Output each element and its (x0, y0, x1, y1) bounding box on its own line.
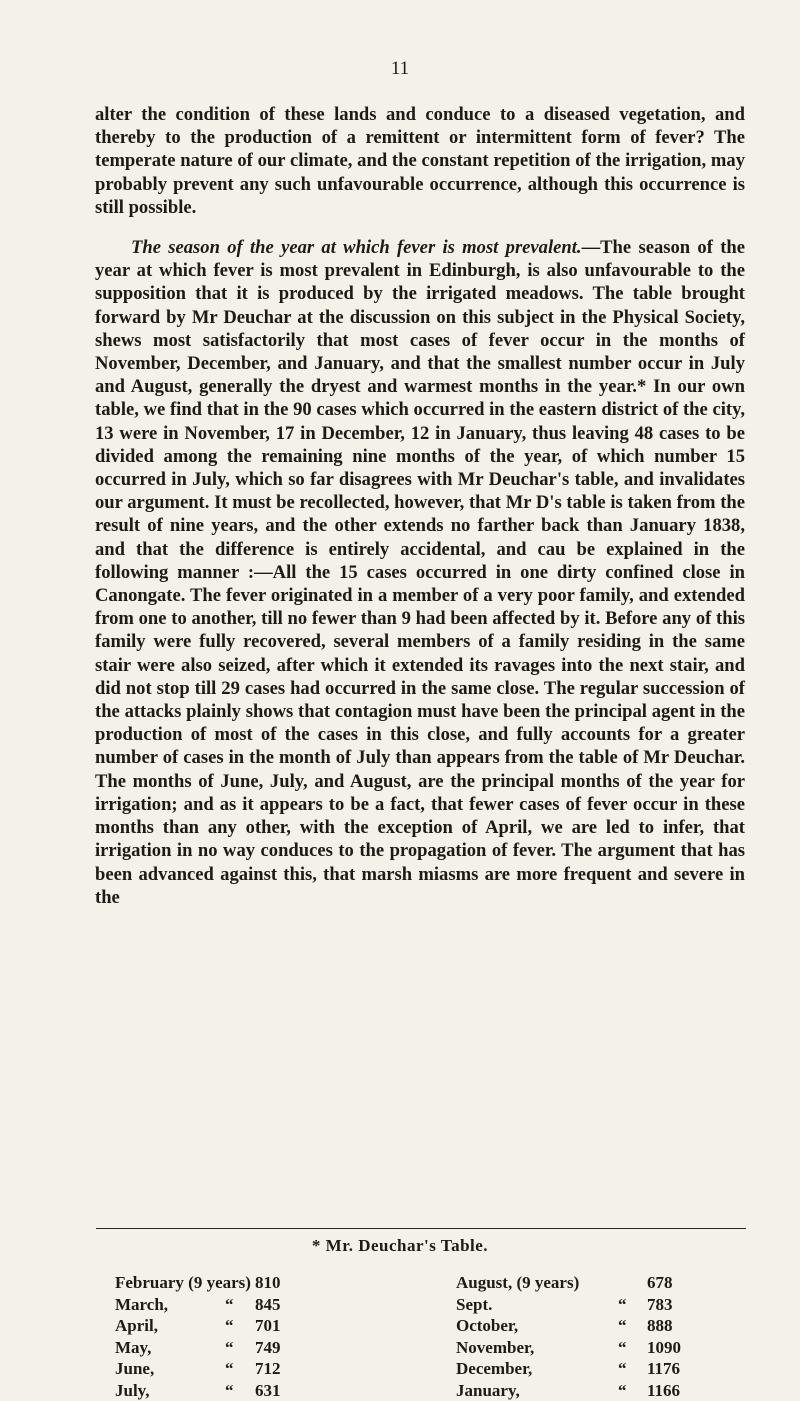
footnote-table-left-column (115, 1272, 415, 1401)
case-count: 749 (255, 1337, 281, 1359)
month-label: October, (456, 1315, 518, 1337)
ditto-mark: “ (618, 1337, 627, 1359)
footnote-table-right-column (456, 1272, 756, 1401)
footnote-title: * Mr. Deuchar's Table. (0, 1236, 800, 1256)
ditto-mark: “ (225, 1315, 234, 1337)
case-count: 631 (255, 1380, 281, 1401)
footnote-divider (96, 1228, 746, 1229)
ditto-mark: “ (225, 1294, 234, 1316)
ditto-mark: “ (225, 1337, 234, 1359)
body-text (95, 103, 745, 909)
month-label: Sept. (456, 1294, 492, 1316)
case-count: 783 (647, 1294, 673, 1316)
month-label: March, (115, 1294, 168, 1316)
month-label: July, (115, 1380, 150, 1401)
paragraph-2 (95, 236, 745, 909)
case-count: 712 (255, 1358, 281, 1380)
ditto-mark: “ (618, 1358, 627, 1380)
case-count: 845 (255, 1294, 281, 1316)
paragraph-2-body: —The season of the year at which fever is most prevalent in Edinburgh, is also unfavourable to the supposition that it is produced by the irrigated meadows. The table brought forward by Mr Deuchar at the discussion on this subject in the Physical Society, shews most satisfactorily that most cases of fever occur in the months of November, December, and January, and that the smallest number occur in July and August, generally the dryest and warmest months in the year.* In our own table, we find that in the 90 cases which occurred in the eastern district of the city, 13 were in November, 17 in December, 12 in January, thus leaving 48 cases to be divided among the remaining nine months of the year, of which number 15 occurred in July, which so far disagrees with Mr Deuchar's table, and invalidates our argument. It must be recollected, however, that Mr D's table is taken from the result of nine years, and the other extends no farther back than January 1838, and that the difference is entirely accidental, and cau be explained in the following manner :—All the 15 cases occurred in one dirty confined close in Canongate. The fever originated in a member of a very poor family, and extended from one to another, till no fewer than 9 had been affected by it. Before any of this family were fully recovered, several members of a family residing in the same stair were also seized, after which it extended its ravages into the next stair, and did not stop till 29 cases had occurred in the same close. The regular succession of the attacks plainly shows that contagion must have been the principal agent in the production of most of the cases in this close, and fully accounts for a greater number of cases in the month of July than appears from the table of Mr Deuchar. The months of June, July, and August, are the principal months of the year for irrigation; and as it appears to be a fact, that fewer cases of fever occur in these months than any other, with the exception of April, we are led to infer, that irrigation in no way conduces to the propagation of fever. The argument that has been advanced against this, that marsh miasms are more frequent and severe in the (95, 237, 745, 908)
section-heading: The season of the year at which fever is most prevalent. (131, 237, 582, 258)
table-row (456, 1272, 756, 1294)
table-row (456, 1380, 756, 1401)
table-row (115, 1315, 415, 1337)
case-count: 1090 (647, 1337, 681, 1359)
month-label: February (9 years) (115, 1272, 251, 1294)
table-row (115, 1272, 415, 1294)
ditto-mark: “ (618, 1294, 627, 1316)
table-row (456, 1315, 756, 1337)
table-row (456, 1337, 756, 1359)
case-count: 1176 (647, 1358, 680, 1380)
month-label: January, (456, 1380, 520, 1401)
month-label: April, (115, 1315, 158, 1337)
page-number: 11 (0, 58, 800, 80)
table-row (115, 1294, 415, 1316)
month-label: May, (115, 1337, 151, 1359)
table-row (456, 1358, 756, 1380)
case-count: 888 (647, 1315, 673, 1337)
ditto-mark: “ (618, 1315, 627, 1337)
case-count: 810 (255, 1272, 281, 1294)
table-row (115, 1380, 415, 1401)
month-label: August, (9 years) (456, 1272, 579, 1294)
paragraph-1: alter the condition of these lands and conduce to a diseased vegetation, and thereby to the production of a remittent or intermittent form of fever? The temperate nature of our climate, and the constant repetition of the irrigation, may probably prevent any such unfavourable occurrence, although this occurrence is still possible. (95, 103, 745, 219)
ditto-mark: “ (225, 1358, 234, 1380)
month-label: December, (456, 1358, 532, 1380)
table-row (115, 1337, 415, 1359)
case-count: 701 (255, 1315, 281, 1337)
table-row (456, 1294, 756, 1316)
month-label: November, (456, 1337, 534, 1359)
ditto-mark: “ (618, 1380, 627, 1401)
ditto-mark: “ (225, 1380, 234, 1401)
table-row (115, 1358, 415, 1380)
month-label: June, (115, 1358, 154, 1380)
case-count: 678 (647, 1272, 673, 1294)
case-count: 1166 (647, 1380, 680, 1401)
